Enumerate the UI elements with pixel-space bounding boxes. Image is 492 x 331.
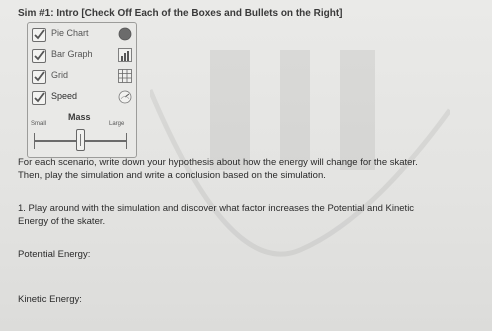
mass-slider-min-tick [34, 133, 35, 149]
bar-graph-label: Bar Graph [51, 49, 93, 59]
mass-large-label: Large [109, 121, 125, 127]
sim-title: Sim #1: Intro [Check Off Each of the Boxes and Bullets on the Right] [18, 8, 343, 19]
grid-checkbox[interactable] [32, 70, 46, 84]
bar-graph-option[interactable] [32, 48, 132, 64]
mass-slider-max-tick [126, 133, 127, 149]
check-mark-icon [33, 50, 45, 62]
potential-energy-label: Potential Energy: [18, 249, 91, 260]
speed-option[interactable] [32, 90, 132, 106]
instructions-line-2: Then, play the simulation and write a conclusion based on the simulation. [18, 170, 326, 181]
question-1-line-2: Energy of the skater. [18, 216, 106, 227]
instructions-paragraph [18, 156, 488, 182]
instructions-line-1: For each scenario, write down your hypothesis about how the energy will change for the skater. [18, 157, 418, 168]
pie-chart-label: Pie Chart [51, 28, 89, 38]
mass-slider-thumb[interactable] [76, 129, 85, 151]
check-mark-icon [33, 92, 45, 104]
grid-icon [118, 69, 132, 83]
speed-label: Speed [51, 91, 78, 101]
pie-chart-icon [118, 27, 132, 41]
bar-graph-icon [118, 48, 132, 62]
pie-chart-option[interactable] [32, 27, 132, 43]
grid-option[interactable] [32, 69, 132, 85]
grid-label: Grid [51, 70, 69, 80]
kinetic-energy-label: Kinetic Energy: [18, 294, 82, 305]
mass-small-label: Small [31, 121, 47, 127]
control-panel [27, 22, 137, 158]
question-1-line-1: 1. Play around with the simulation and discover what factor increases the Potential and Kinetic [18, 203, 415, 214]
speedometer-icon [118, 90, 132, 104]
question-1 [18, 202, 488, 228]
mass-label: Mass [68, 112, 91, 122]
check-mark-icon [33, 29, 45, 41]
speed-checkbox[interactable] [32, 91, 46, 105]
pie-chart-checkbox[interactable] [32, 28, 46, 42]
bar-graph-checkbox[interactable] [32, 49, 46, 63]
check-mark-icon [33, 71, 45, 83]
